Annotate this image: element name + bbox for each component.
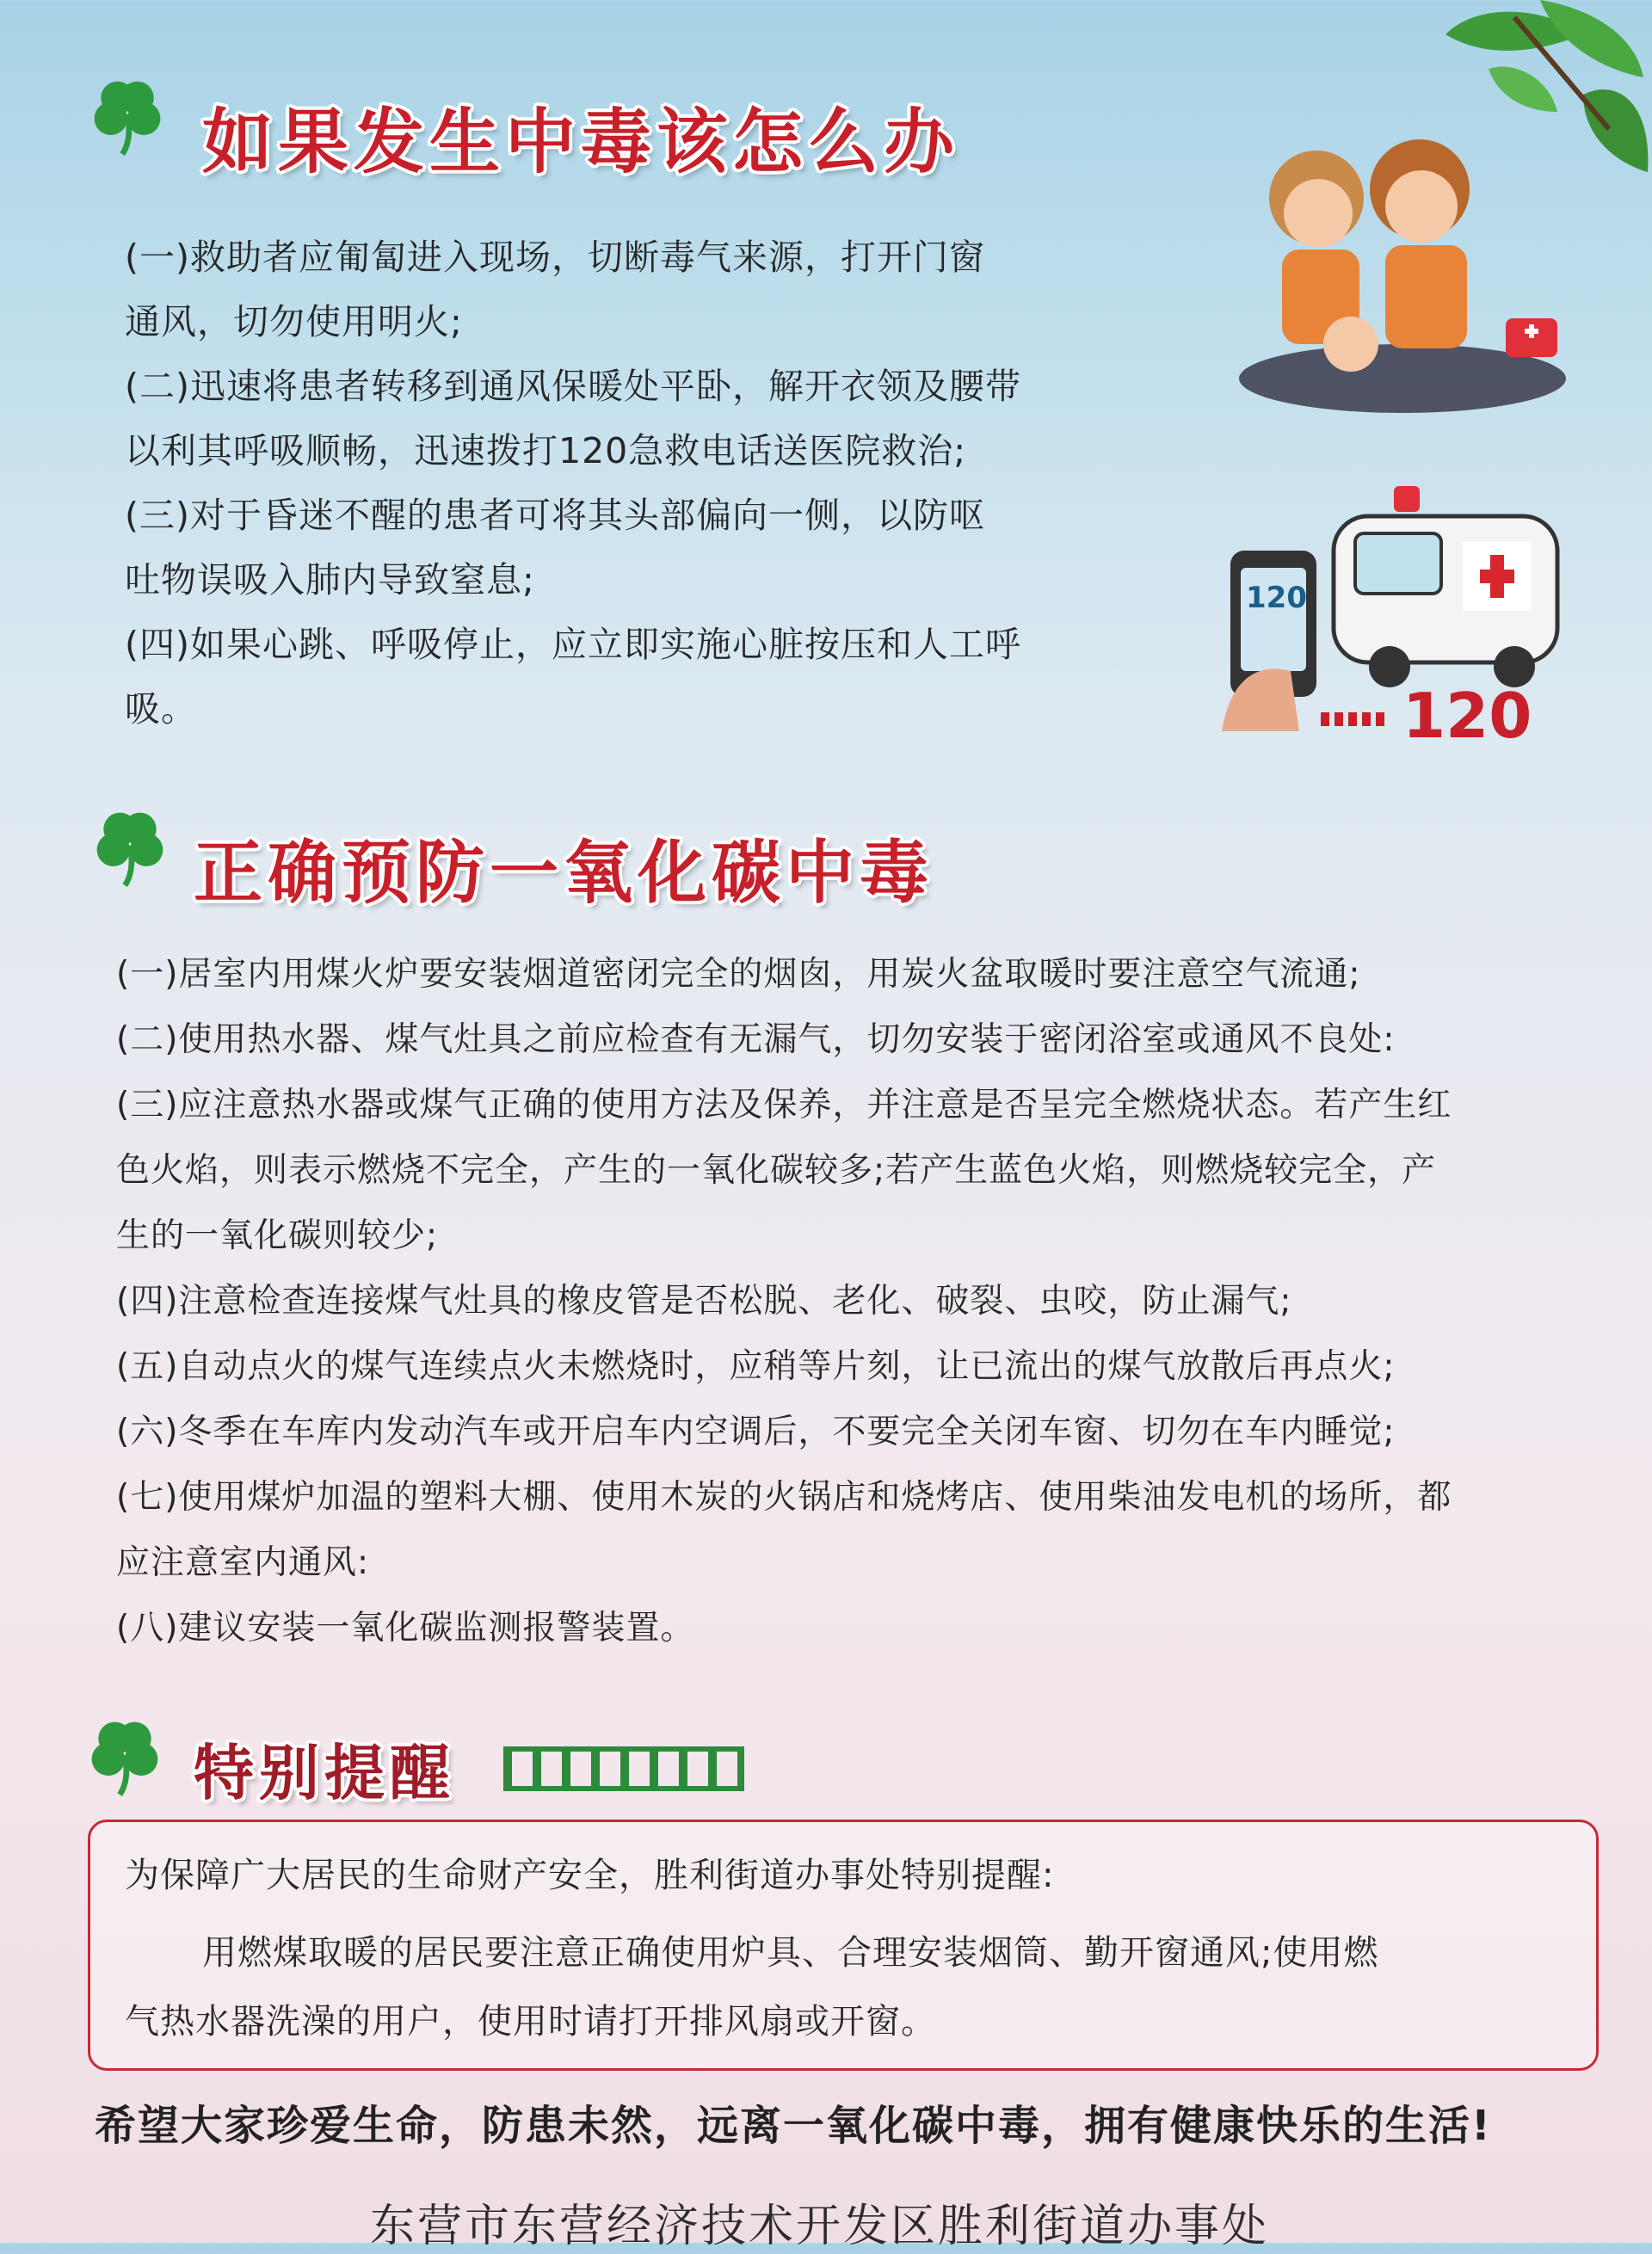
dash-marks [1321,712,1390,726]
list-item: 吸。 [125,688,197,730]
list-item: 色火焰，则表示燃烧不完全，产生的一氧化碳较多;若产生蓝色火焰，则燃烧较完全，产 [116,1151,1437,1190]
list-item: 通风，切勿使用明火; [125,301,463,342]
list-item: (二)迅速将患者转移到通风保暖处平卧，解开衣领及腰带 [125,366,1021,407]
rescuers-illustration [1222,120,1583,430]
list-item: (六)冬季在车库内发动汽车或开启车内空调后，不要完全关闭车窗、切勿在车内睡觉; [116,1413,1396,1451]
list-item: (二)使用热水器、煤气灶具之前应检查有无漏气，切勿安装于密闭浴室或通风不良处: [116,1020,1396,1059]
section-title-poisoning-response: 如果发生中毒该怎么办 [202,101,960,183]
list-item: (四)如果心跳、呼吸停止，应立即实施心脏按压和人工呼 [125,624,1021,665]
list-item: 吐物误吸入肺内导致窒息; [125,559,535,600]
slogan: 希望大家珍爱生命，防患未然，远离一氧化碳中毒，拥有健康快乐的生活! [95,2102,1492,2150]
reminder-intro: 为保障广大居民的生命财产安全，胜利街道办事处特别提醒: [125,1856,1055,1895]
clover-icon [86,73,169,156]
list-item: 生的一氧化碳则较少; [116,1216,439,1255]
list-item: (一)居室内用煤火炉要安装烟道密闭完全的烟囱，用炭火盆取暖时要注意空气流通; [116,955,1361,994]
section2-list [116,942,1596,1661]
list-item: (三)应注意热水器或煤气正确的使用方法及保养，并注意是否呈完全燃烧状态。若产生红 [116,1086,1452,1124]
reminder-body-line1: 用燃煤取暖的居民要注意正确使用炉具、合理安装烟筒、勤开窗通风;使用燃 [202,1933,1379,1973]
section-title-special-reminder: 特别提醒 [194,1737,455,1808]
list-item: (三)对于昏迷不醒的患者可将其头部偏向一侧，以防呕 [125,495,985,536]
issuer: 东营市东营经济技术开发区胜利街道办事处 [370,2201,1270,2252]
list-item: (四)注意检查连接煤气灶具的橡皮管是否松脱、老化、破裂、虫咬，防止漏气; [116,1282,1292,1321]
phone-screen-number: 120 [1246,581,1307,615]
list-item: 以利其呼吸顺畅，迅速拨打120急救电话送医院救治; [125,430,967,471]
section-title-co-prevention: 正确预防一氧化碳中毒 [194,832,934,913]
list-item: (七)使用煤炉加温的塑料大棚、使用木炭的火锅店和烧烤店、使用柴油发电机的场所，都 [116,1478,1452,1517]
clover-icon [89,804,171,887]
emergency-number: 120 [1402,680,1532,752]
list-item: 应注意室内通风: [116,1543,370,1582]
section1-list [125,225,1157,742]
decorative-fence [503,1746,744,1791]
clover-icon [83,1714,166,1796]
list-item: (五)自动点火的煤气连续点火未燃烧时，应稍等片刻，让已流出的煤气放散后再点火; [116,1347,1396,1386]
list-item: (八)建议安装一氧化碳监测报警装置。 [116,1609,695,1647]
reminder-body-line2: 气热水器洗澡的用户，使用时请打开排风扇或开窗。 [125,2002,936,2042]
list-item: (一)救助者应匍匐进入现场，切断毒气来源，打开门窗 [125,237,985,278]
